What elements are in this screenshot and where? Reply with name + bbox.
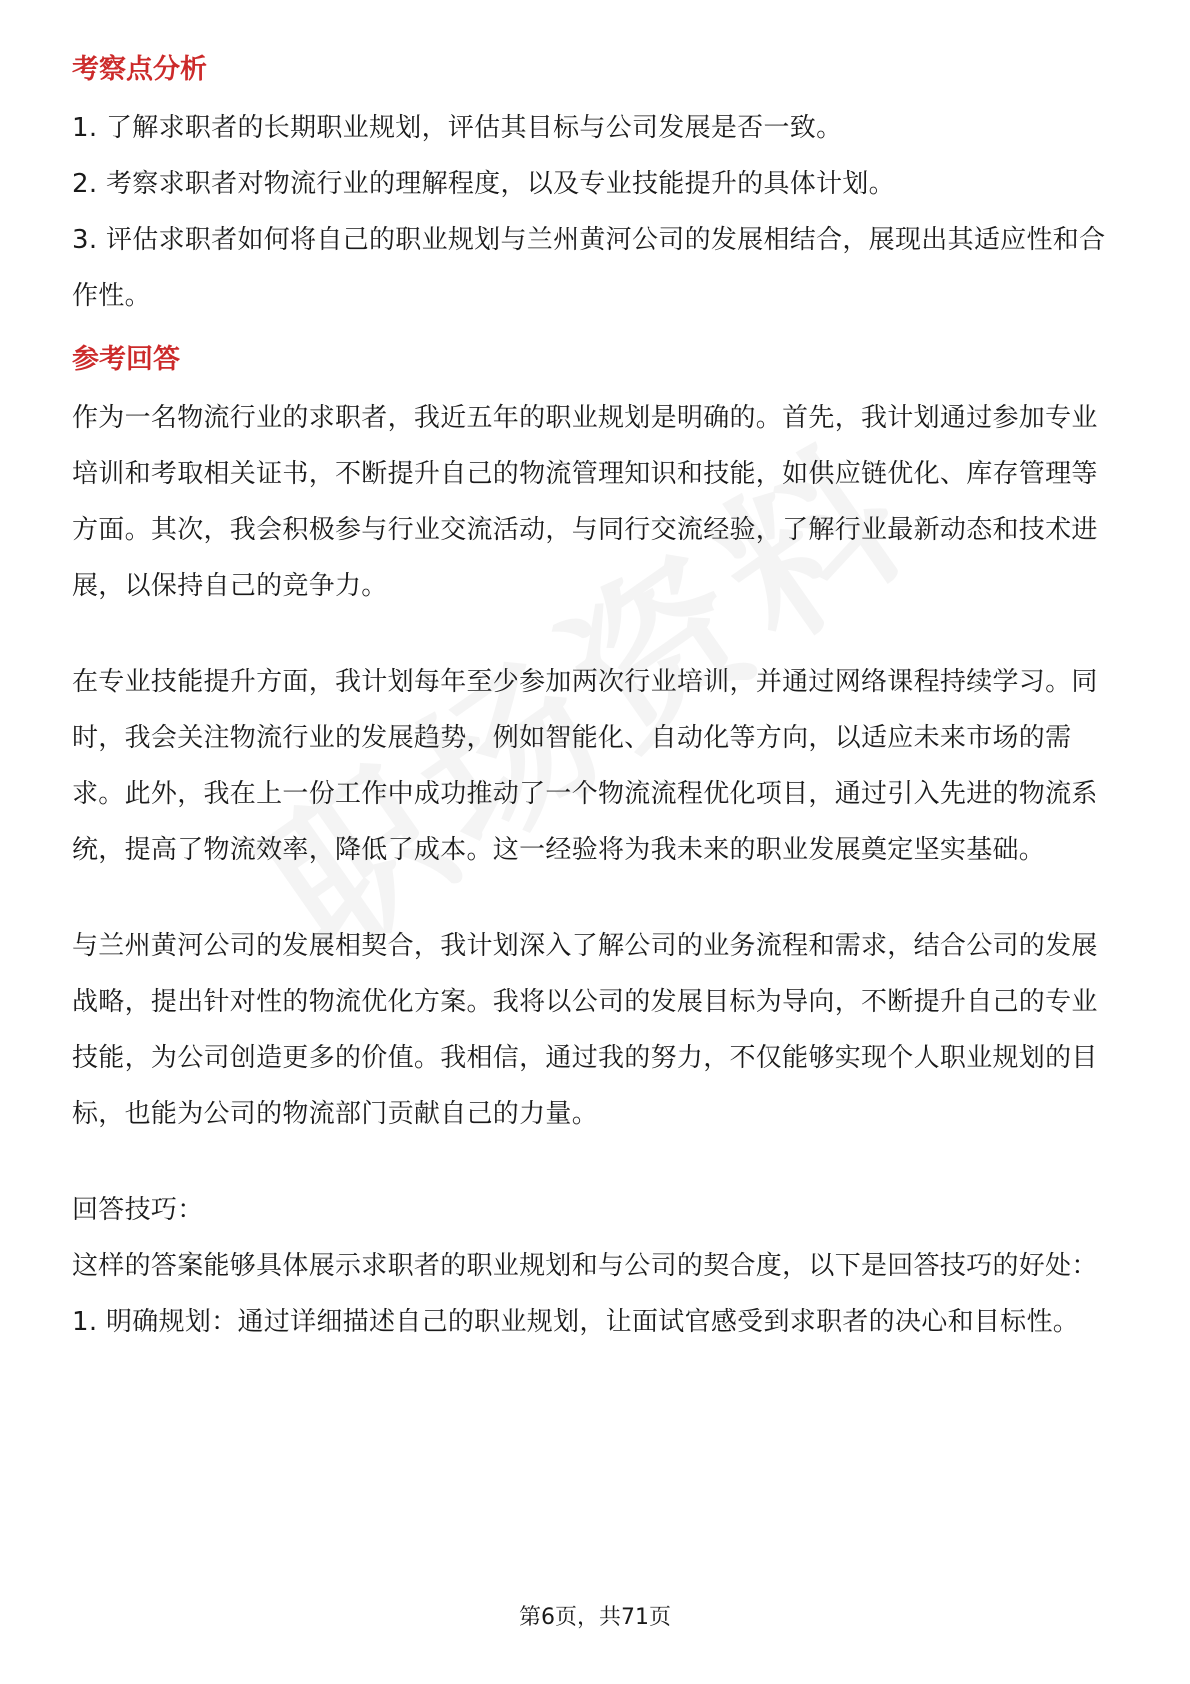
page-number: 第6页，共71页 [519,1605,671,1630]
answer-paragraph-3: 与兰州黄河公司的发展相契合，我计划深入了解公司的业务流程和需求，结合公司的发展战略，提出针对性的物流优化方案。我将以公司的发展目标为导向，不断提升自己的专业技能，为公司创造更多的价值。我相信，通过我的努力，不仅能够实现个人职业规划的目标，也能为公司的物流部门贡献自己的力量。 [72,931,1098,1129]
tips-intro: 这样的答案能够具体展示求职者的职业规划和与公司的契合度，以下是回答技巧的好处： [72,1251,1098,1281]
analysis-heading: 考察点分析 [72,54,207,85]
page-content [72,46,1122,1350]
analysis-item-2: 2. 考察求职者对物流行业的理解程度，以及专业技能提升的具体计划。 [72,169,895,199]
analysis-item-1: 1. 了解求职者的长期职业规划，评估其目标与公司发展是否一致。 [72,113,843,143]
answer-paragraph-2: 在专业技能提升方面，我计划每年至少参加两次行业培训，并通过网络课程持续学习。同时，我会关注物流行业的发展趋势，例如智能化、自动化等方向，以适应未来市场的需求。此外，我在上一份工作中成功推动了一个物流流程优化项目，通过引入先进的物流系统，提高了物流效率，降低了成本。这一经验将为我未来的职业发展奠定坚实基础。 [72,667,1098,865]
answer-heading: 参考回答 [72,344,180,375]
answer-paragraph-1: 作为一名物流行业的求职者，我近五年的职业规划是明确的。首先，我计划通过参加专业培训和考取相关证书，不断提升自己的物流管理知识和技能，如供应链优化、库存管理等方面。其次，我会积极参与行业交流活动，与同行交流经验，了解行业最新动态和技术进展，以保持自己的竞争力。 [72,403,1098,601]
analysis-item-3: 3. 评估求职者如何将自己的职业规划与兰州黄河公司的发展相结合，展现出其适应性和合作性。 [72,225,1106,311]
tips-label: 回答技巧： [72,1195,204,1225]
tips-item-1: 1. 明确规划：通过详细描述自己的职业规划，让面试官感受到求职者的决心和目标性。 [72,1307,1080,1337]
